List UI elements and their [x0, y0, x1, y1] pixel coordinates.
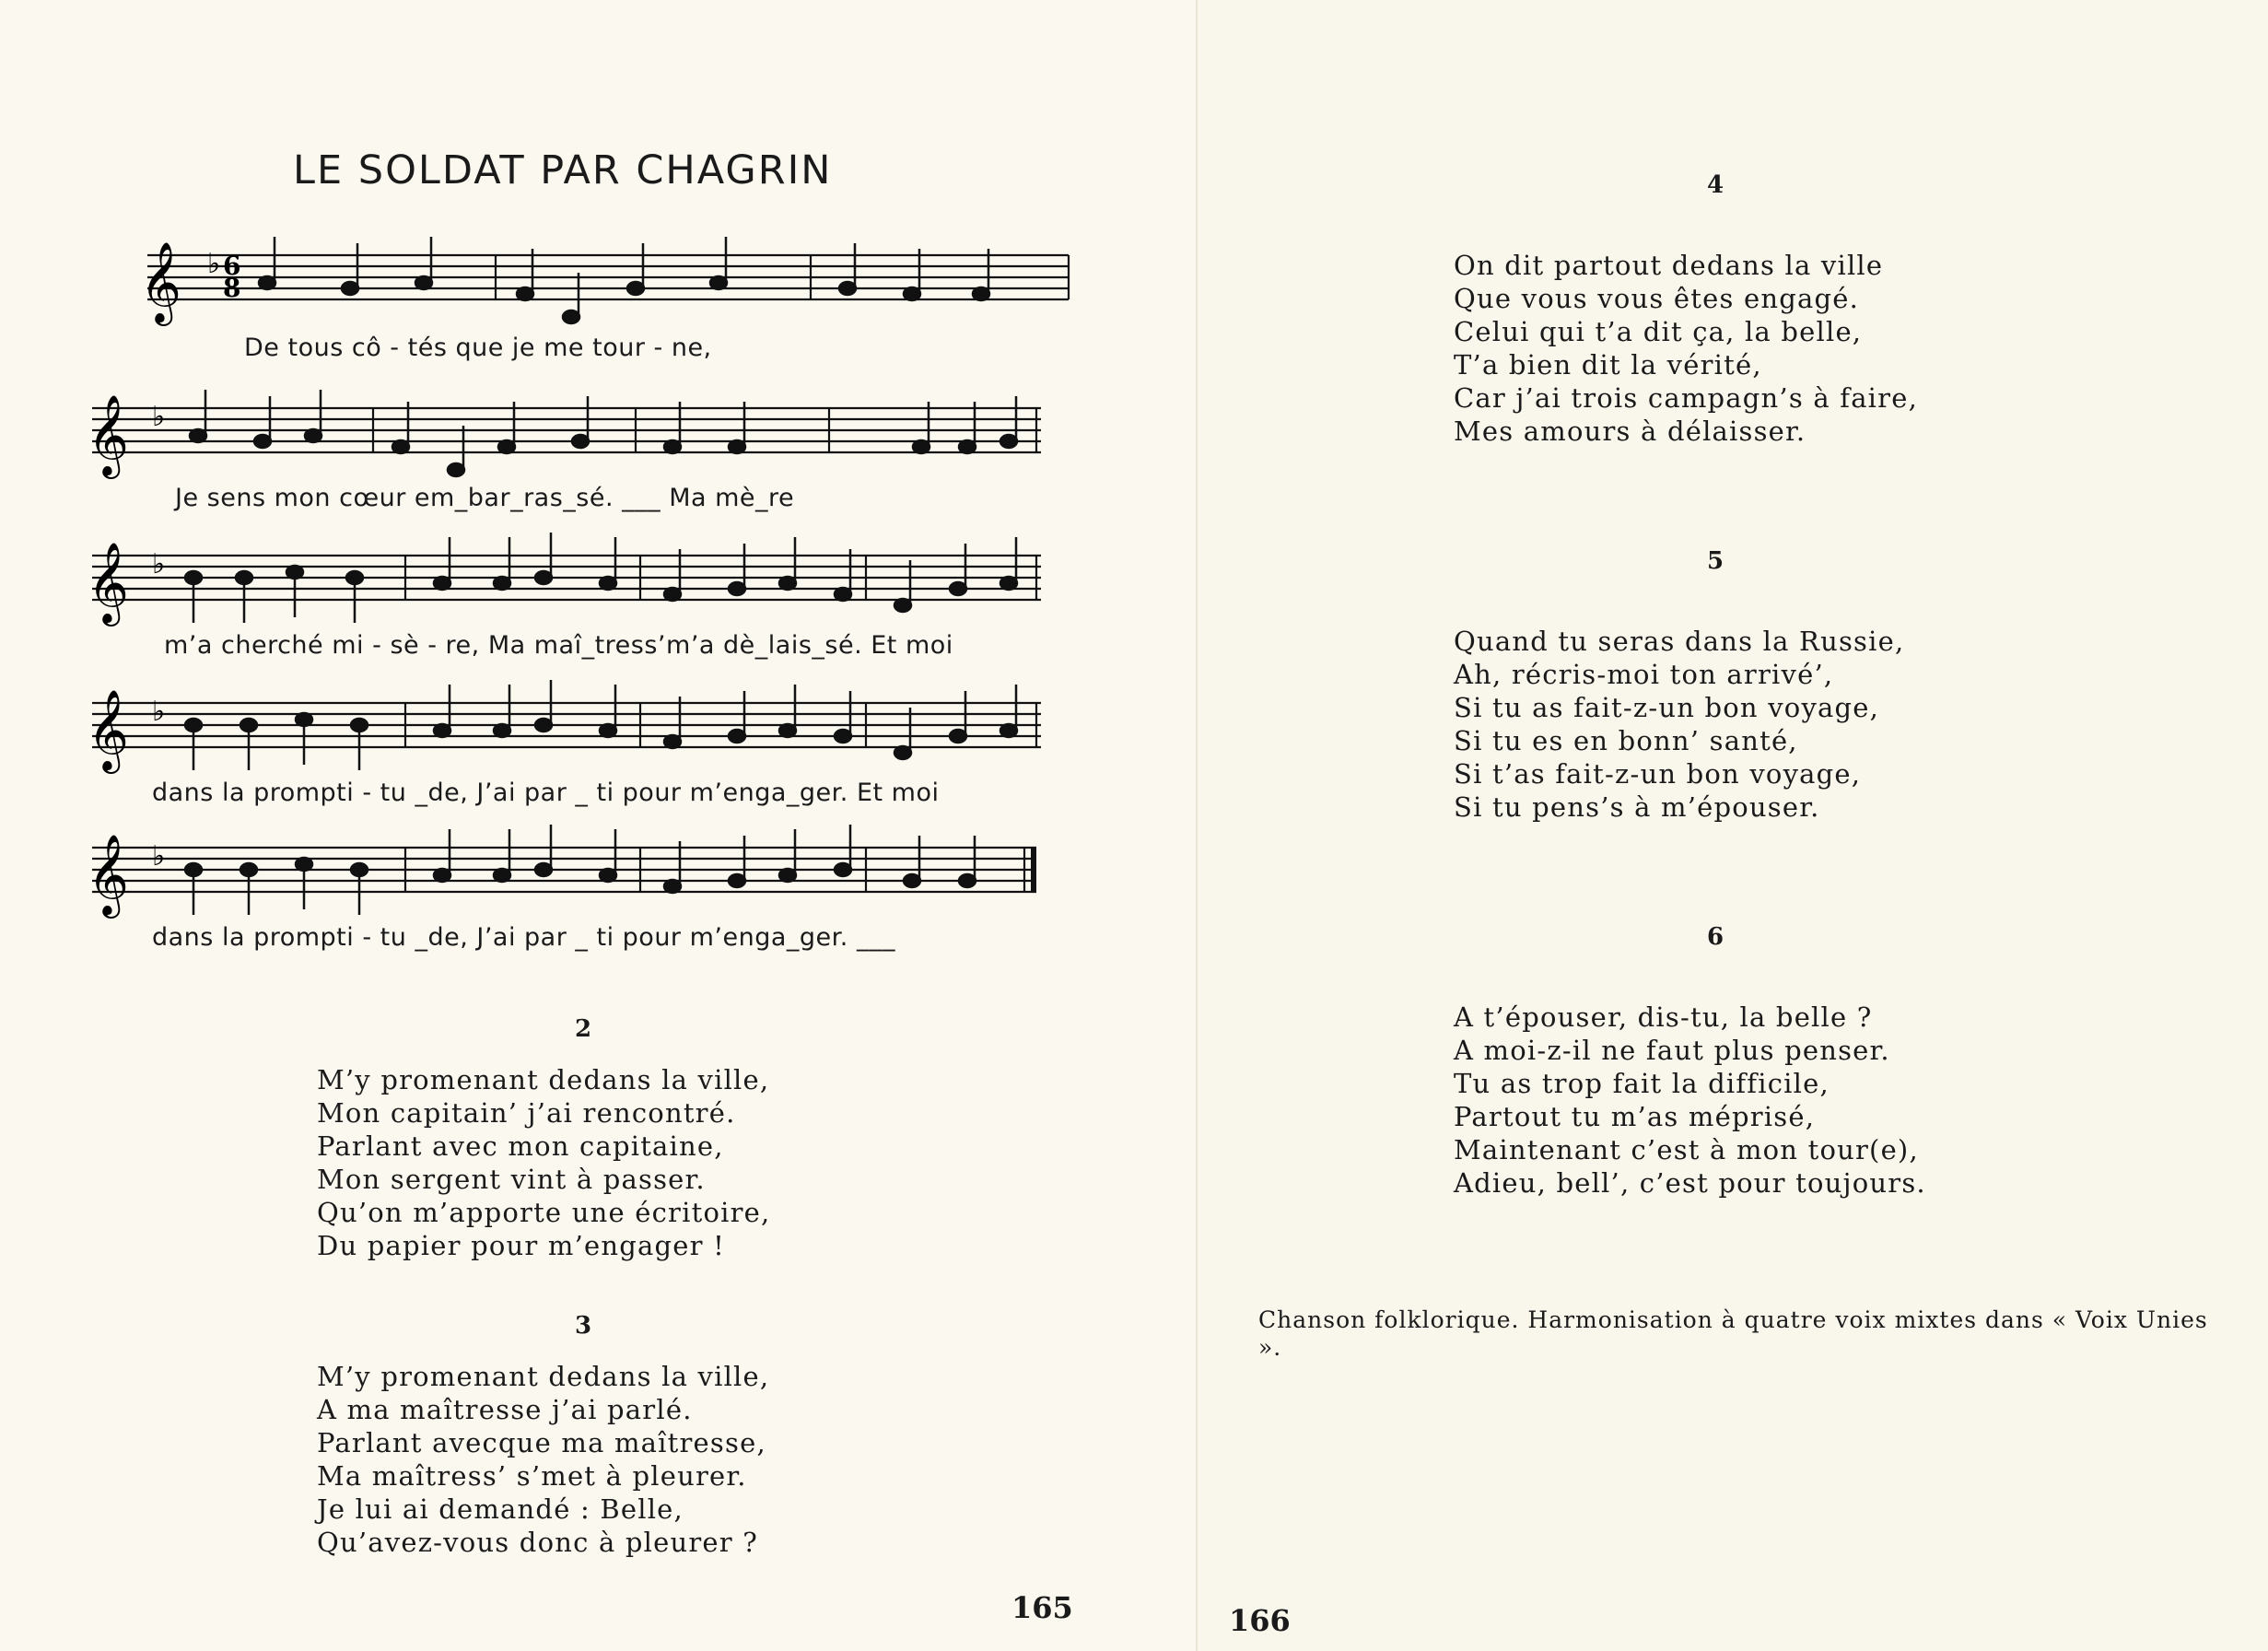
music-staff: [83, 385, 1041, 486]
verse-line: A t’épouser, dis-tu, la belle ?: [1454, 1001, 1873, 1033]
verse-number: 3: [575, 1312, 592, 1340]
verse: [1454, 1001, 1926, 1200]
music-staff: [83, 680, 1041, 781]
verse-line: M’y promenant dedans la ville,: [317, 1064, 770, 1095]
lyric-line: dans la prompti - tu _de, J’ai par _ ti pour m’enga_ger. ___: [152, 923, 895, 952]
verse-line: Si tu as fait-z-un bon voyage,: [1454, 692, 1880, 723]
svg-text:♭: ♭: [152, 548, 166, 580]
verse-line: On dit partout dedans la ville: [1454, 250, 1884, 281]
verse-line: Car j’ai trois campagn’s à faire,: [1454, 382, 1918, 414]
song-title: LE SOLDAT PAR CHAGRIN: [293, 147, 833, 193]
verse-line: Maintenant c’est à mon tour(e),: [1454, 1134, 1919, 1165]
verse-line: Parlant avecque ma maîtresse,: [317, 1427, 766, 1458]
svg-text:𝄞: 𝄞: [88, 833, 129, 915]
page-number: 166: [1229, 1603, 1291, 1638]
music-staff: [83, 533, 1041, 634]
music-staff: [120, 232, 1078, 334]
verse-line: Ma maîtress’ s’met à pleurer.: [317, 1460, 747, 1492]
verse-line: Tu as trop fait la difficile,: [1454, 1068, 1830, 1099]
verse-line: T’a bien dit la vérité,: [1454, 349, 1762, 381]
verse-line: Si t’as fait-z-un bon voyage,: [1454, 758, 1862, 790]
verse-number: 4: [1707, 171, 1724, 199]
svg-text:8: 8: [223, 273, 241, 303]
lyric-line: dans la prompti - tu _de, J’ai par _ ti pour m’enga_ger. Et moi: [152, 779, 940, 807]
verse-line: Ah, récris-moi ton arrivé’,: [1454, 659, 1834, 690]
svg-text:𝄞: 𝄞: [88, 393, 129, 475]
verse-line: Quand tu seras dans la Russie,: [1454, 626, 1905, 657]
verse-line: Mon capitain’ j’ai rencontré.: [317, 1097, 736, 1129]
treble-clef-icon: 𝄞: [140, 240, 181, 322]
svg-text:𝄞: 𝄞: [88, 688, 129, 770]
verse-number: 5: [1707, 547, 1724, 575]
verse-line: A ma maîtresse j’ai parlé.: [317, 1394, 693, 1425]
verse-line: Mes amours à délaisser.: [1454, 416, 1806, 447]
svg-text:6: 6: [223, 251, 241, 281]
right-page: [1198, 0, 2268, 1651]
verse-line: A moi-z-il ne faut plus penser.: [1454, 1035, 1890, 1066]
verse-line: M’y promenant dedans la ville,: [317, 1361, 770, 1392]
verse-line: Du papier pour m’engager !: [317, 1230, 725, 1261]
verse-line: Parlant avec mon capitaine,: [317, 1130, 724, 1162]
verse-number: 2: [575, 1015, 592, 1043]
verse-line: Mon sergent vint à passer.: [317, 1164, 706, 1195]
svg-text:♭: ♭: [207, 248, 221, 280]
verse-line: Si tu pens’s à m’épouser.: [1454, 791, 1820, 823]
verse: [317, 1063, 770, 1262]
verse-number: 6: [1707, 923, 1724, 951]
svg-text:♭: ♭: [152, 696, 166, 728]
verse-line: Que vous vous êtes engagé.: [1454, 283, 1859, 314]
footnote: Chanson folklorique. Harmonisation à quatre voix mixtes dans « Voix Unies ».: [1258, 1306, 2208, 1361]
verse: [1454, 249, 1918, 448]
verse-line: Si tu es en bonn’ santé,: [1454, 725, 1798, 756]
verse-line: Partout tu m’as méprisé,: [1454, 1101, 1816, 1132]
lyric-line: m’a cherché mi - sè - re, Ma maî_tress’m’a dè_lais_sé. Et moi: [164, 631, 953, 660]
verse-line: Je lui ai demandé : Belle,: [317, 1493, 684, 1525]
music-staff: [83, 825, 1041, 926]
verse-line: Celui qui t’a dit ça, la belle,: [1454, 316, 1863, 347]
verse-line: Adieu, bell’, c’est pour toujours.: [1454, 1167, 1926, 1199]
svg-text:♭: ♭: [152, 401, 166, 433]
verse-line: Qu’avez-vous donc à pleurer ?: [317, 1527, 759, 1558]
verse: [1454, 625, 1904, 824]
lyric-line: De tous cô - tés que je me tour - ne,: [244, 334, 712, 362]
svg-text:♭: ♭: [152, 840, 166, 872]
svg-text:𝄞: 𝄞: [88, 541, 129, 623]
verse: [317, 1360, 769, 1559]
page-number: 165: [1011, 1590, 1073, 1625]
verse-line: Qu’on m’apporte une écritoire,: [317, 1197, 771, 1228]
lyric-line: Je sens mon cœur em_bar_ras_sé. ___ Ma mè_re: [175, 484, 795, 512]
